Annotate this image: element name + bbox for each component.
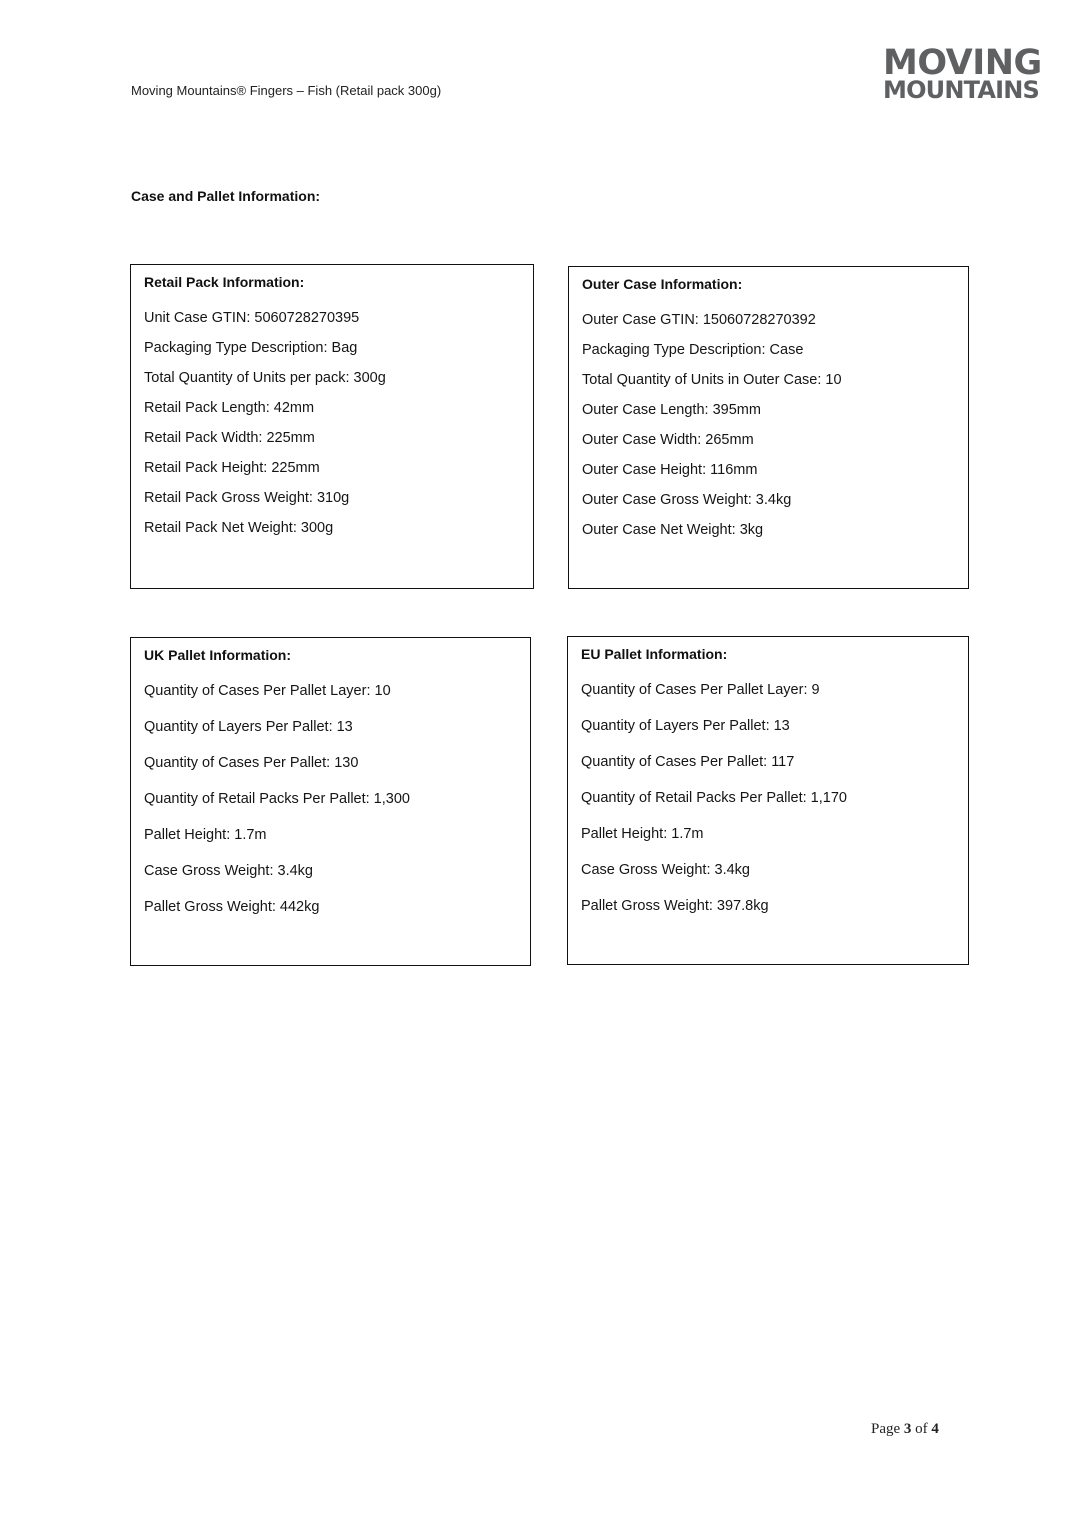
- logo-text-bottom: MOUNTAINS: [883, 76, 1040, 104]
- uk-pallet-line: Pallet Gross Weight: 442kg: [144, 899, 320, 915]
- uk-pallet-line: Quantity of Layers Per Pallet: 13: [144, 719, 353, 735]
- outer-case-line: Total Quantity of Units in Outer Case: 10: [582, 372, 842, 388]
- section-heading: Case and Pallet Information:: [131, 188, 321, 204]
- outer-case-line: Outer Case Net Weight: 3kg: [582, 522, 764, 538]
- eu-pallet-line: Quantity of Layers Per Pallet: 13: [581, 718, 790, 734]
- uk-pallet-line: Quantity of Cases Per Pallet: 130: [144, 755, 359, 771]
- eu-pallet-line: Quantity of Retail Packs Per Pallet: 1,170: [581, 790, 847, 806]
- uk-pallet-line: Quantity of Retail Packs Per Pallet: 1,300: [144, 791, 410, 807]
- outer-case-line: Outer Case Width: 265mm: [582, 432, 754, 448]
- outer-case-line: Outer Case Gross Weight: 3.4kg: [582, 492, 792, 508]
- current-page: 3: [903, 1421, 912, 1437]
- outer-case-line: Outer Case Height: 116mm: [582, 462, 758, 478]
- outer-case-line: Packaging Type Description: Case: [582, 342, 804, 358]
- eu-pallet-line: Pallet Height: 1.7m: [581, 826, 704, 842]
- outer-case-title: Outer Case Information:: [582, 276, 743, 292]
- page-prefix: Page: [871, 1421, 901, 1437]
- retail-pack-line: Retail Pack Width: 225mm: [144, 430, 315, 446]
- outer-case-box: [568, 266, 969, 589]
- outer-case-line: Outer Case GTIN: 15060728270392: [582, 312, 816, 328]
- page-number: [871, 1421, 939, 1438]
- retail-pack-line: Total Quantity of Units per pack: 300g: [144, 370, 386, 386]
- eu-pallet-box: [567, 636, 969, 965]
- retail-pack-line: Retail Pack Gross Weight: 310g: [144, 490, 350, 506]
- logo-text-top: MOVING: [883, 43, 1042, 83]
- retail-pack-line: Packaging Type Description: Bag: [144, 340, 358, 356]
- retail-pack-title: Retail Pack Information:: [144, 274, 305, 290]
- eu-pallet-line: Pallet Gross Weight: 397.8kg: [581, 898, 769, 914]
- eu-pallet-line: Quantity of Cases Per Pallet Layer: 9: [581, 682, 820, 698]
- moving-mountains-logo: [883, 43, 1045, 104]
- uk-pallet-line: Case Gross Weight: 3.4kg: [144, 863, 313, 879]
- eu-pallet-line: Quantity of Cases Per Pallet: 117: [581, 754, 795, 770]
- retail-pack-line: Retail Pack Net Weight: 300g: [144, 520, 334, 536]
- uk-pallet-box: [130, 637, 531, 966]
- eu-pallet-title: EU Pallet Information:: [581, 646, 728, 662]
- retail-pack-line: Unit Case GTIN: 5060728270395: [144, 310, 360, 326]
- eu-pallet-line: Case Gross Weight: 3.4kg: [581, 862, 750, 878]
- uk-pallet-title: UK Pallet Information:: [144, 647, 292, 663]
- total-pages: 4: [931, 1421, 939, 1437]
- retail-pack-line: Retail Pack Length: 42mm: [144, 400, 315, 416]
- outer-case-line: Outer Case Length: 395mm: [582, 402, 761, 418]
- uk-pallet-line: Pallet Height: 1.7m: [144, 827, 267, 843]
- page-separator: of: [915, 1421, 928, 1437]
- retail-pack-line: Retail Pack Height: 225mm: [144, 460, 320, 476]
- document-title: Moving Mountains® Fingers – Fish (Retail pack 300g): [131, 83, 442, 98]
- uk-pallet-line: Quantity of Cases Per Pallet Layer: 10: [144, 683, 391, 699]
- retail-pack-box: [130, 264, 534, 589]
